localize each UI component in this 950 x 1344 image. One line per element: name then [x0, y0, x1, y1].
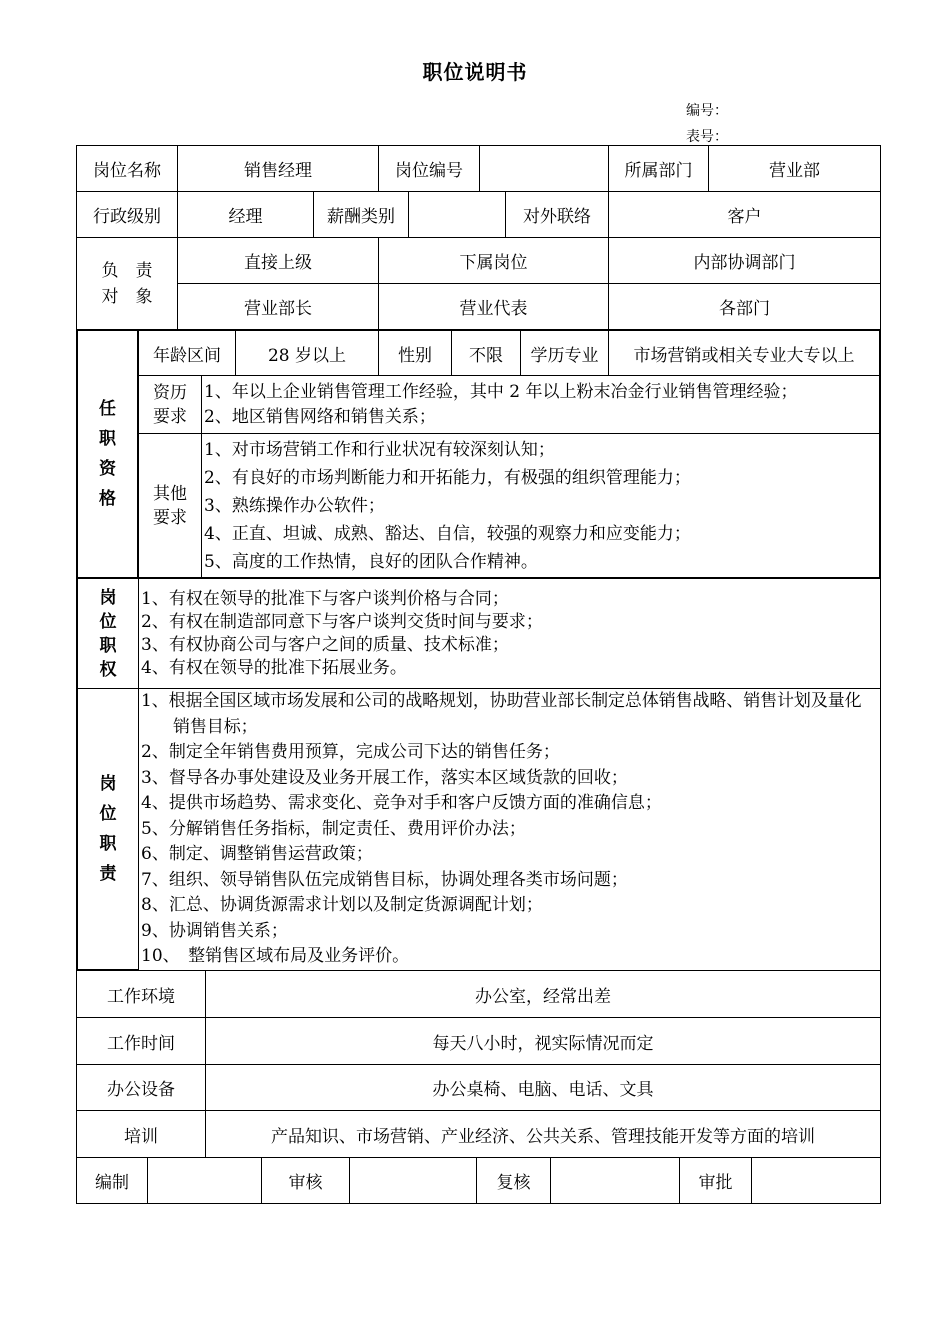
position-code-label: 岗位编号	[378, 145, 480, 192]
prepare-label: 编制	[76, 1157, 148, 1204]
form-label: 表号：	[686, 129, 728, 145]
recheck-label: 复核	[476, 1157, 551, 1204]
time-label: 工作时间	[76, 1017, 206, 1065]
env-label: 工作环境	[76, 970, 206, 1018]
duties-label: 岗 位 职 责	[76, 688, 139, 971]
education-value: 市场营销或相关专业大专以上	[608, 329, 881, 376]
number-label: 编号：	[686, 103, 728, 119]
age-value: 28 岁以上	[235, 329, 379, 376]
duty-item: 8、汇总、协调货源需求计划以及制定货源调配计划；	[141, 895, 543, 916]
superior-label: 直接上级	[177, 237, 379, 284]
subordinate-label: 下属岗位	[378, 237, 609, 284]
duty-item: 5、分解销售任务指标，制定责任、费用评价办法；	[141, 818, 526, 839]
authority-item: 1、有权在领导的批准下与客户谈判价格与合同；	[141, 588, 509, 609]
gender-value: 不限	[451, 329, 521, 376]
approve-value[interactable]	[751, 1157, 881, 1204]
salary-type-label: 薪酬类别	[313, 191, 409, 238]
age-label: 年龄区间	[138, 329, 236, 376]
duty-item: 2、制定全年销售费用预算，完成公司下达的销售任务；	[141, 742, 560, 763]
duties-list	[138, 688, 881, 971]
duty-item: 7、组织、领导销售队伍完成销售目标，协调处理各类市场问题；	[141, 869, 628, 890]
position-name-value: 销售经理	[177, 145, 379, 192]
duty-item: 10、 整销售区域布局及业务评价。	[141, 946, 410, 967]
approve-label: 审批	[679, 1157, 752, 1204]
other-label: 其他 要求	[138, 433, 202, 579]
equipment-value: 办公桌椅、电脑、电话、文具	[205, 1064, 881, 1111]
authority-list	[138, 578, 881, 689]
authority-item: 4、有权在领导的批准下拓展业务。	[141, 657, 407, 678]
experience-list	[201, 375, 881, 434]
position-name-label: 岗位名称	[76, 145, 178, 192]
admin-level-label: 行政级别	[76, 191, 178, 238]
gender-label: 性别	[378, 329, 452, 376]
other-item: 4、正直、坦诚、成熟、豁达、自信，较强的观察力和应变能力；	[204, 523, 691, 544]
review-label: 审核	[261, 1157, 350, 1204]
qualification-label: 任 职 资 格	[76, 329, 139, 579]
department-value: 营业部	[708, 145, 881, 192]
department-label: 所属部门	[608, 145, 709, 192]
document-title: 职位说明书	[422, 60, 528, 84]
education-label: 学历专业	[520, 329, 609, 376]
recheck-value[interactable]	[550, 1157, 680, 1204]
coordination-value: 各部门	[608, 283, 881, 330]
salary-type-value	[408, 191, 506, 238]
duty-item: 6、制定、调整销售运营政策；	[141, 844, 373, 865]
authority-item: 3、有权协商公司与客户之间的质量、技术标准；	[141, 634, 509, 655]
experience-item: 2、地区销售网络和销售关系；	[204, 406, 436, 427]
authority-label: 岗 位 职 权	[76, 578, 139, 689]
duty-item: 9、协调销售关系；	[141, 920, 288, 941]
duty-item: 1、根据全国区域市场发展和公司的战略规划，协助营业部长制定总体销售战略、销售计划及量化销售目标；	[141, 691, 862, 737]
coordination-label: 内部协调部门	[608, 237, 881, 284]
other-item: 1、对市场营销工作和行业状况有较深刻认知；	[204, 439, 555, 460]
responsibility-label: 负 责 对 象	[76, 237, 178, 330]
admin-level-value: 经理	[177, 191, 314, 238]
time-value: 每天八小时，视实际情况而定	[205, 1017, 881, 1065]
experience-label: 资历 要求	[138, 375, 202, 434]
training-value: 产品知识、市场营销、产业经济、公共关系、管理技能开发等方面的培训	[205, 1110, 881, 1158]
experience-item: 1、年以上企业销售管理工作经验，其中 2 年以上粉末冶金行业销售管理经验；	[204, 381, 798, 402]
other-item: 5、高度的工作热情，良好的团队合作精神。	[204, 551, 538, 572]
equipment-label: 办公设备	[76, 1064, 206, 1111]
external-value: 客户	[608, 191, 881, 238]
subordinate-value: 营业代表	[378, 283, 609, 330]
training-label: 培训	[76, 1110, 206, 1158]
external-label: 对外联络	[505, 191, 609, 238]
review-value[interactable]	[349, 1157, 477, 1204]
duty-item: 3、督导各办事处建设及业务开展工作，落实本区域货款的回收；	[141, 767, 628, 788]
other-item: 2、有良好的市场判断能力和开拓能力，有极强的组织管理能力；	[204, 467, 691, 488]
superior-value: 营业部长	[177, 283, 379, 330]
prepare-value[interactable]	[147, 1157, 262, 1204]
env-value: 办公室，经常出差	[205, 970, 881, 1018]
authority-item: 2、有权在制造部同意下与客户谈判交货时间与要求；	[141, 611, 543, 632]
duty-item: 4、提供市场趋势、需求变化、竞争对手和客户反馈方面的准确信息；	[141, 793, 662, 814]
other-item: 3、熟练操作办公软件；	[204, 495, 385, 516]
position-code-value	[479, 145, 609, 192]
other-list	[201, 433, 881, 579]
